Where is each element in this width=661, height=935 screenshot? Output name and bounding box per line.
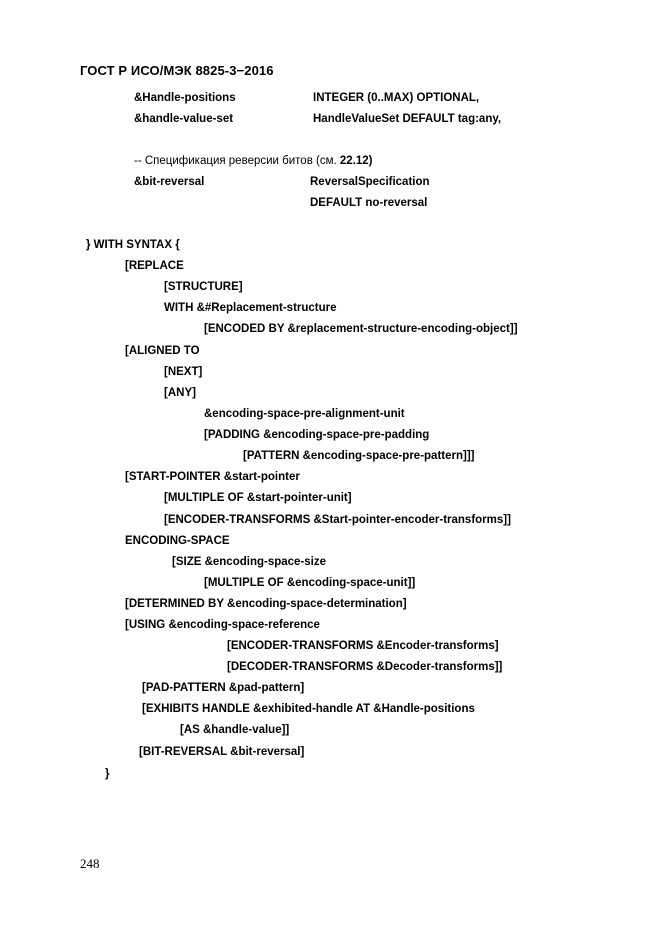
syntax-encoder-transforms: [ENCODER-TRANSFORMS &Encoder-transforms] [227,640,499,652]
syntax-aligned-to: [ALIGNED TO [125,345,200,357]
syntax-with-replacement: WITH &#Replacement-structure [164,302,337,314]
field-default-bit-reversal: DEFAULT no-reversal [310,197,428,209]
field-type-handle-positions: INTEGER (0..MAX) OPTIONAL, [313,92,480,104]
syntax-size: [SIZE &encoding-space-size [172,556,327,568]
syntax-encoded-by: [ENCODED BY &replacement-structure-encoding-object]] [204,323,518,335]
syntax-multiple-of-encoding-space: [MULTIPLE OF &encoding-space-unit]] [204,577,416,589]
syntax-open: } WITH SYNTAX { [86,239,180,251]
syntax-next: [NEXT] [164,366,203,378]
syntax-as-handle-value: [AS &handle-value]] [180,724,290,736]
field-name-handle-positions: &Handle-positions [134,92,236,104]
field-name-handle-value-set: &handle-value-set [134,113,234,125]
syntax-multiple-of-start-pointer: [MULTIPLE OF &start-pointer-unit] [164,492,352,504]
comment-bit-reversal [134,154,373,168]
syntax-encoding-space: ENCODING-SPACE [125,535,230,547]
syntax-start-pointer: [START-POINTER &start-pointer [125,471,300,483]
field-type-bit-reversal: ReversalSpecification [310,176,430,188]
syntax-pad-pattern: [PAD-PATTERN &pad-pattern] [142,682,305,694]
syntax-close: } [105,768,110,780]
page-header-standard-id: ГОСТ Р ИСО/МЭК 8825-3−2016 [80,63,274,78]
syntax-pattern: [PATTERN &encoding-space-pre-pattern]]] [243,450,475,462]
comment-reference: 22.12) [339,155,373,167]
field-type-handle-value-set: HandleValueSet DEFAULT tag:any, [313,113,502,125]
syntax-decoder-transforms: [DECODER-TRANSFORMS &Decoder-transforms]] [227,661,503,673]
syntax-padding: [PADDING &encoding-space-pre-padding [204,429,430,441]
field-name-bit-reversal: &bit-reversal [134,176,205,188]
syntax-using: [USING &encoding-space-reference [125,619,320,631]
syntax-pre-alignment-unit: &encoding-space-pre-alignment-unit [204,408,405,420]
syntax-encoder-transforms-start-pointer: [ENCODER-TRANSFORMS &Start-pointer-encoder-transforms]] [164,514,511,526]
syntax-any: [ANY] [164,387,196,399]
syntax-structure: [STRUCTURE] [164,281,243,293]
syntax-replace: [REPLACE [125,260,184,272]
syntax-determined-by: [DETERMINED BY &encoding-space-determination] [125,598,407,610]
page-number: 248 [80,856,100,871]
comment-text: -- Спецификация реверсии битов (см. [134,155,337,167]
syntax-bit-reversal: [BIT-REVERSAL &bit-reversal] [139,746,305,758]
syntax-exhibits-handle: [EXHIBITS HANDLE &exhibited-handle AT &Handle-positions [142,703,475,715]
